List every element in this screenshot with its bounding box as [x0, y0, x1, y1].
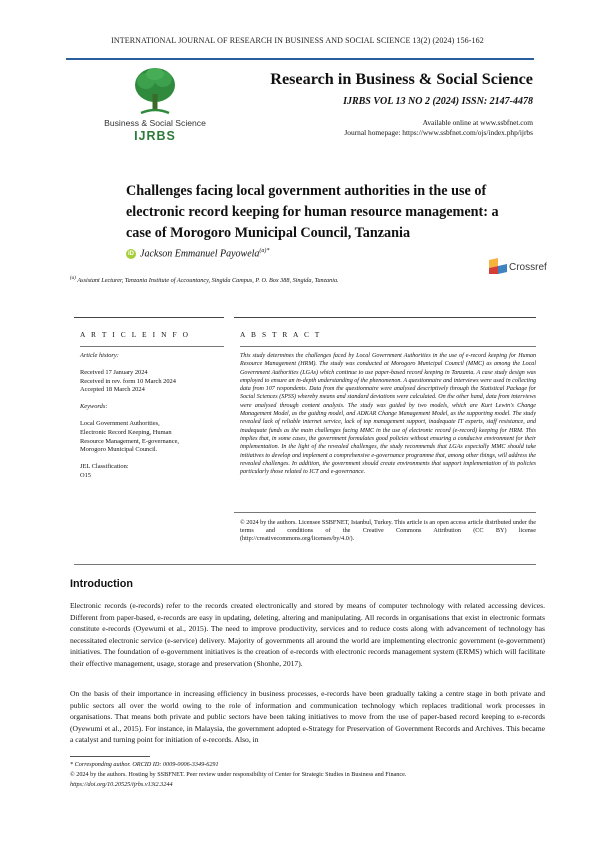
license-text: © 2024 by the authors. Licensee SSBFNET, Istanbul, Turkey. This article is an open access article distributed under the terms and conditions of the Creative Commons Attribution (CC BY) license (http://creativecommons.org/licenses/by/4.0/). [240, 519, 536, 542]
logo-name: Business & Social Science [104, 118, 206, 128]
section-bottom-rule [74, 564, 536, 565]
abstract-bottom-rule [234, 512, 536, 513]
received-date: Received 17 January 2024 [80, 368, 148, 376]
author-line [140, 248, 269, 259]
header-divider [66, 58, 534, 60]
keyword-line: Morogoro Municipal Council. [80, 446, 158, 454]
tree-logo-icon [133, 66, 177, 116]
author-sup: (a)* [259, 248, 270, 254]
journal-volume: IJRBS VOL 13 NO 2 (2024) ISSN: 2147-4478 [343, 96, 533, 107]
crossref-label: Crossref [509, 262, 547, 274]
author-name: Jackson Emmanuel Payowela [140, 248, 260, 260]
history-label: Article history: [80, 352, 119, 359]
abstract-text: This study determines the challenges faced by Local Government Authorities in the use of e-record keeping for Human Resource Management (HRM). The study was conducted at Morogoro Municipal Council (MMC) as among the Local Government Authorities (LGAs) which continue to use paper-based record keeping in Tanzania. A case study design was employed to ensure an in-depth understanding of the phenomenon. A questionnaire and interviews were used in collecting data from 107 respondents. Data from the questionnaire were analysed descriptively through the Statistical Package for Social Sciences (SPSS) whereby means and standard deviations were calculated. On the other hand, data from interviews were analysed through content analysis. The study was guided by two models, which are Kurt Lewin's Change Management Model, as the guiding model, and ADKAR Change Management Model, as the supporting model. The study revealed lack of reliable internet service, lack of top management support, inadequate IT experts, staff resistance, and inadequate funds as the main challenges facing MMC in the use of electronic record (e-record) keeping for HRM. This implies that, in some cases, the government formulates good policies without ensuring a conducive environment for their implementation. In the light of the revealed challenges, the study recommends that LGAs especially MMC should take initiatives to develop and implement a comprehensive e-governance programme that, among other things, will address the revealed challenges. In addition, the government should create environments that support implementation of its policies particularly those related to ICT and e-governance. [240, 353, 536, 476]
keyword-line: Local Government Authorities, [80, 419, 160, 427]
accepted-date: Accepted 18 March 2024 [80, 386, 145, 394]
introduction-heading: Introduction [70, 578, 133, 590]
article-info [80, 352, 225, 481]
abstract-top-rule [234, 317, 536, 318]
keywords-label: Keywords: [80, 403, 108, 411]
doi-link[interactable]: https://doi.org/10.20525/ijrbs.v13i2.3244 [70, 781, 173, 788]
keyword-line: Resource Management, E-governance, [80, 437, 180, 445]
abstract-heading-rule [240, 346, 536, 347]
info-heading-rule [80, 346, 224, 347]
affiliation-sup: (a) [70, 276, 76, 281]
jel-code: O15 [80, 471, 92, 479]
footnote-corresponding: * Corresponding author. ORCID ID: 0009-0006-3349-6291 [70, 761, 219, 768]
running-head: INTERNATIONAL JOURNAL OF RESEARCH IN BUSINESS AND SOCIAL SCIENCE 13(2) (2024) 156-162 [111, 36, 484, 45]
footnote-hosting: © 2024 by the authors. Hosting by SSBFNET. Peer review under responsibility of Center for Strategic Studies in Business and Finance. [70, 771, 407, 778]
crossref-badge[interactable] [489, 258, 547, 277]
paper-title: Challenges facing local government authorities in the use of electronic record keeping for human resource management: a case of Morogoro Municipal Council, Tanzania [126, 183, 499, 241]
info-top-rule [74, 317, 224, 318]
revised-date: Received in rev. form 10 March 2024 [80, 377, 176, 385]
journal-name: Research in Business & Social Science [270, 70, 533, 88]
logo-abbr: IJRBS [134, 129, 176, 143]
keyword-line: Electronic Record Keeping, Human [80, 428, 172, 436]
footnote-rule [70, 756, 150, 757]
abstract-heading: A B S T R A C T [240, 330, 322, 339]
orcid-icon[interactable]: iD [128, 251, 134, 257]
affiliation [70, 276, 339, 284]
affiliation-text: Assistant Lecturer, Tanzania Institute of Accountancy, Singida Campus, P. O. Box 388, Singida, Tanzania. [77, 277, 339, 285]
journal-homepage: Journal homepage: https://www.ssbfnet.com/ojs/index.php/ijrbs [344, 128, 533, 137]
crossref-icon [489, 258, 507, 277]
intro-paragraph-1: Electronic records (e-records) refer to the records created electronically and stored by means of computer technology with related accessing devices. Different from paper-based, e-records are easy in updating, deleting, altering and manipulating. All records in organisations that exist in electronic formats constitute e-records (Oyewumi et al., 2015). The need to improve productivity, services and to reduce costs along with advancement of technology has necessitated electronic service (e-service) delivery. Majority of governments all around the world are implementing electronic government (e-government) initiatives. The foundation of e-government initiatives is the creation of e-records with electronic records management system (ERMS) which will facilitate their effective management, usage, storage and preservation (Shonhe, 2017). [70, 601, 545, 668]
article-info-heading: A R T I C L E I N F O [80, 330, 191, 339]
journal-logo [100, 66, 210, 151]
jel-label: JEL Classification: [80, 463, 129, 471]
available-online: Available online at www.ssbfnet.com [422, 118, 533, 127]
intro-paragraph-2: On the basis of their importance in increasing efficiency in business processes, e-records have been gradually taking a centre stage in both private and public sectors all over the world owing to the role of information and communication technology which replaces traditional work processes in organisations. That means both private and public sectors have been taking initiatives to move from the use of paper-based record keeping to e-records (Oyewumi et al., 2015). For instance, in Malaysia, the government adopted e-Strategy for Preservation of Government Records and Archives. This became a catalyst and turning point for initiation of e-records. Also, in [70, 689, 545, 745]
